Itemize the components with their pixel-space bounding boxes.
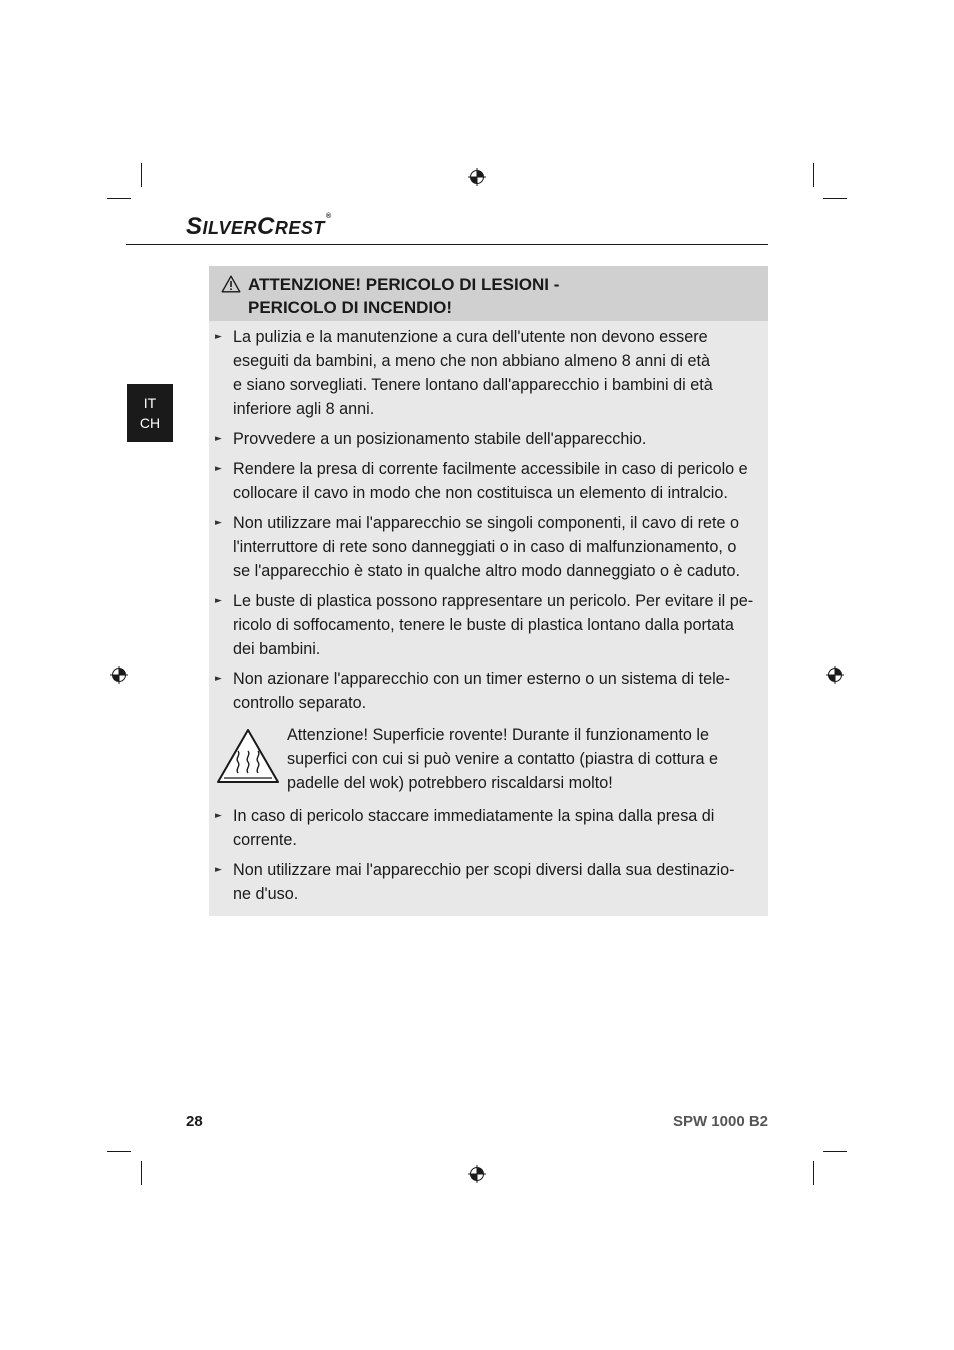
warning-triangle-icon: [221, 275, 241, 293]
crop-mark: [141, 1161, 142, 1185]
crop-mark: [813, 163, 814, 187]
bullet-arrow-icon: ►: [215, 865, 222, 875]
header-divider: [126, 244, 768, 245]
bullet-arrow-icon: ►: [215, 518, 222, 528]
list-item: ► Non utilizzare mai l'apparecchio per scopi diversi dalla sua destinazio- ne d'uso.: [215, 858, 760, 906]
crop-mark: [813, 1161, 814, 1185]
bullet-arrow-icon: ►: [215, 811, 222, 821]
crop-mark: [141, 163, 142, 187]
list-item: ► Le buste di plastica possono rappresentare un pericolo. Per evitare il pe- ricolo di soffocamento, tenere le buste di plastica lontano dalla portata dei bambini.: [215, 589, 760, 661]
hot-surface-warning: [215, 723, 760, 795]
registration-mark-icon: [110, 666, 128, 684]
list-item: ► Rendere la presa di corrente facilmente accessibile in caso di pericolo e collocare il cavo in modo che non costituisca un elemento di intralcio.: [215, 457, 760, 505]
warning-title: ATTENZIONE! PERICOLO DI LESIONI - PERICOLO DI INCENDIO!: [248, 275, 560, 317]
bullet-arrow-icon: ►: [215, 674, 222, 684]
list-item: ► La pulizia e la manutenzione a cura dell'utente non devono essere eseguiti da bambini, a meno che non abbiano almeno 8 anni di età e siano sorvegliati. Tenere lontano dall'apparecchio i bambini di età inferiore agli 8 anni.: [215, 325, 760, 421]
language-tab: [127, 384, 173, 442]
bullet-arrow-icon: ►: [215, 596, 222, 606]
registration-mark-icon: [468, 1165, 486, 1183]
list-item: ► In caso di pericolo staccare immediatamente la spina dalla presa di corrente.: [215, 804, 760, 852]
registration-mark-icon: [826, 666, 844, 684]
bullet-arrow-icon: ►: [215, 332, 222, 342]
list-item: ► Non azionare l'apparecchio con un timer esterno o un sistema di tele- controllo separato.: [215, 667, 760, 715]
page-number: 28: [186, 1113, 203, 1130]
hot-surface-warning-icon: [215, 727, 281, 785]
language-code: IT: [143, 395, 157, 411]
crop-mark: [107, 1151, 131, 1152]
list-item: ► Non utilizzare mai l'apparecchio se singoli componenti, il cavo di rete o l'interruttore di rete sono danneggiati o in caso di malfunzionamento, o se l'apparecchio è stato in qualche altro modo danneggiato o è caduto.: [215, 511, 760, 583]
crop-mark: [107, 198, 131, 199]
safety-warning-box: [209, 266, 768, 916]
bullet-arrow-icon: ►: [215, 434, 222, 444]
hot-surface-text: Attenzione! Superficie rovente! Durante il funzionamento le superfici con cui si può venire a contatto (piastra di cottura e padelle del wok) potrebbero riscaldarsi molto!: [287, 726, 718, 792]
country-code: CH: [139, 415, 161, 431]
warning-list: [209, 321, 768, 906]
brand-logo: SILVERCREST®: [186, 213, 332, 240]
registration-mark-icon: [468, 168, 486, 186]
crop-mark: [823, 1151, 847, 1152]
bullet-arrow-icon: ►: [215, 464, 222, 474]
warning-header: [209, 266, 768, 321]
list-item: ► Provvedere a un posizionamento stabile dell'apparecchio.: [215, 427, 760, 451]
crop-mark: [823, 198, 847, 199]
model-number: SPW 1000 B2: [672, 1113, 768, 1130]
